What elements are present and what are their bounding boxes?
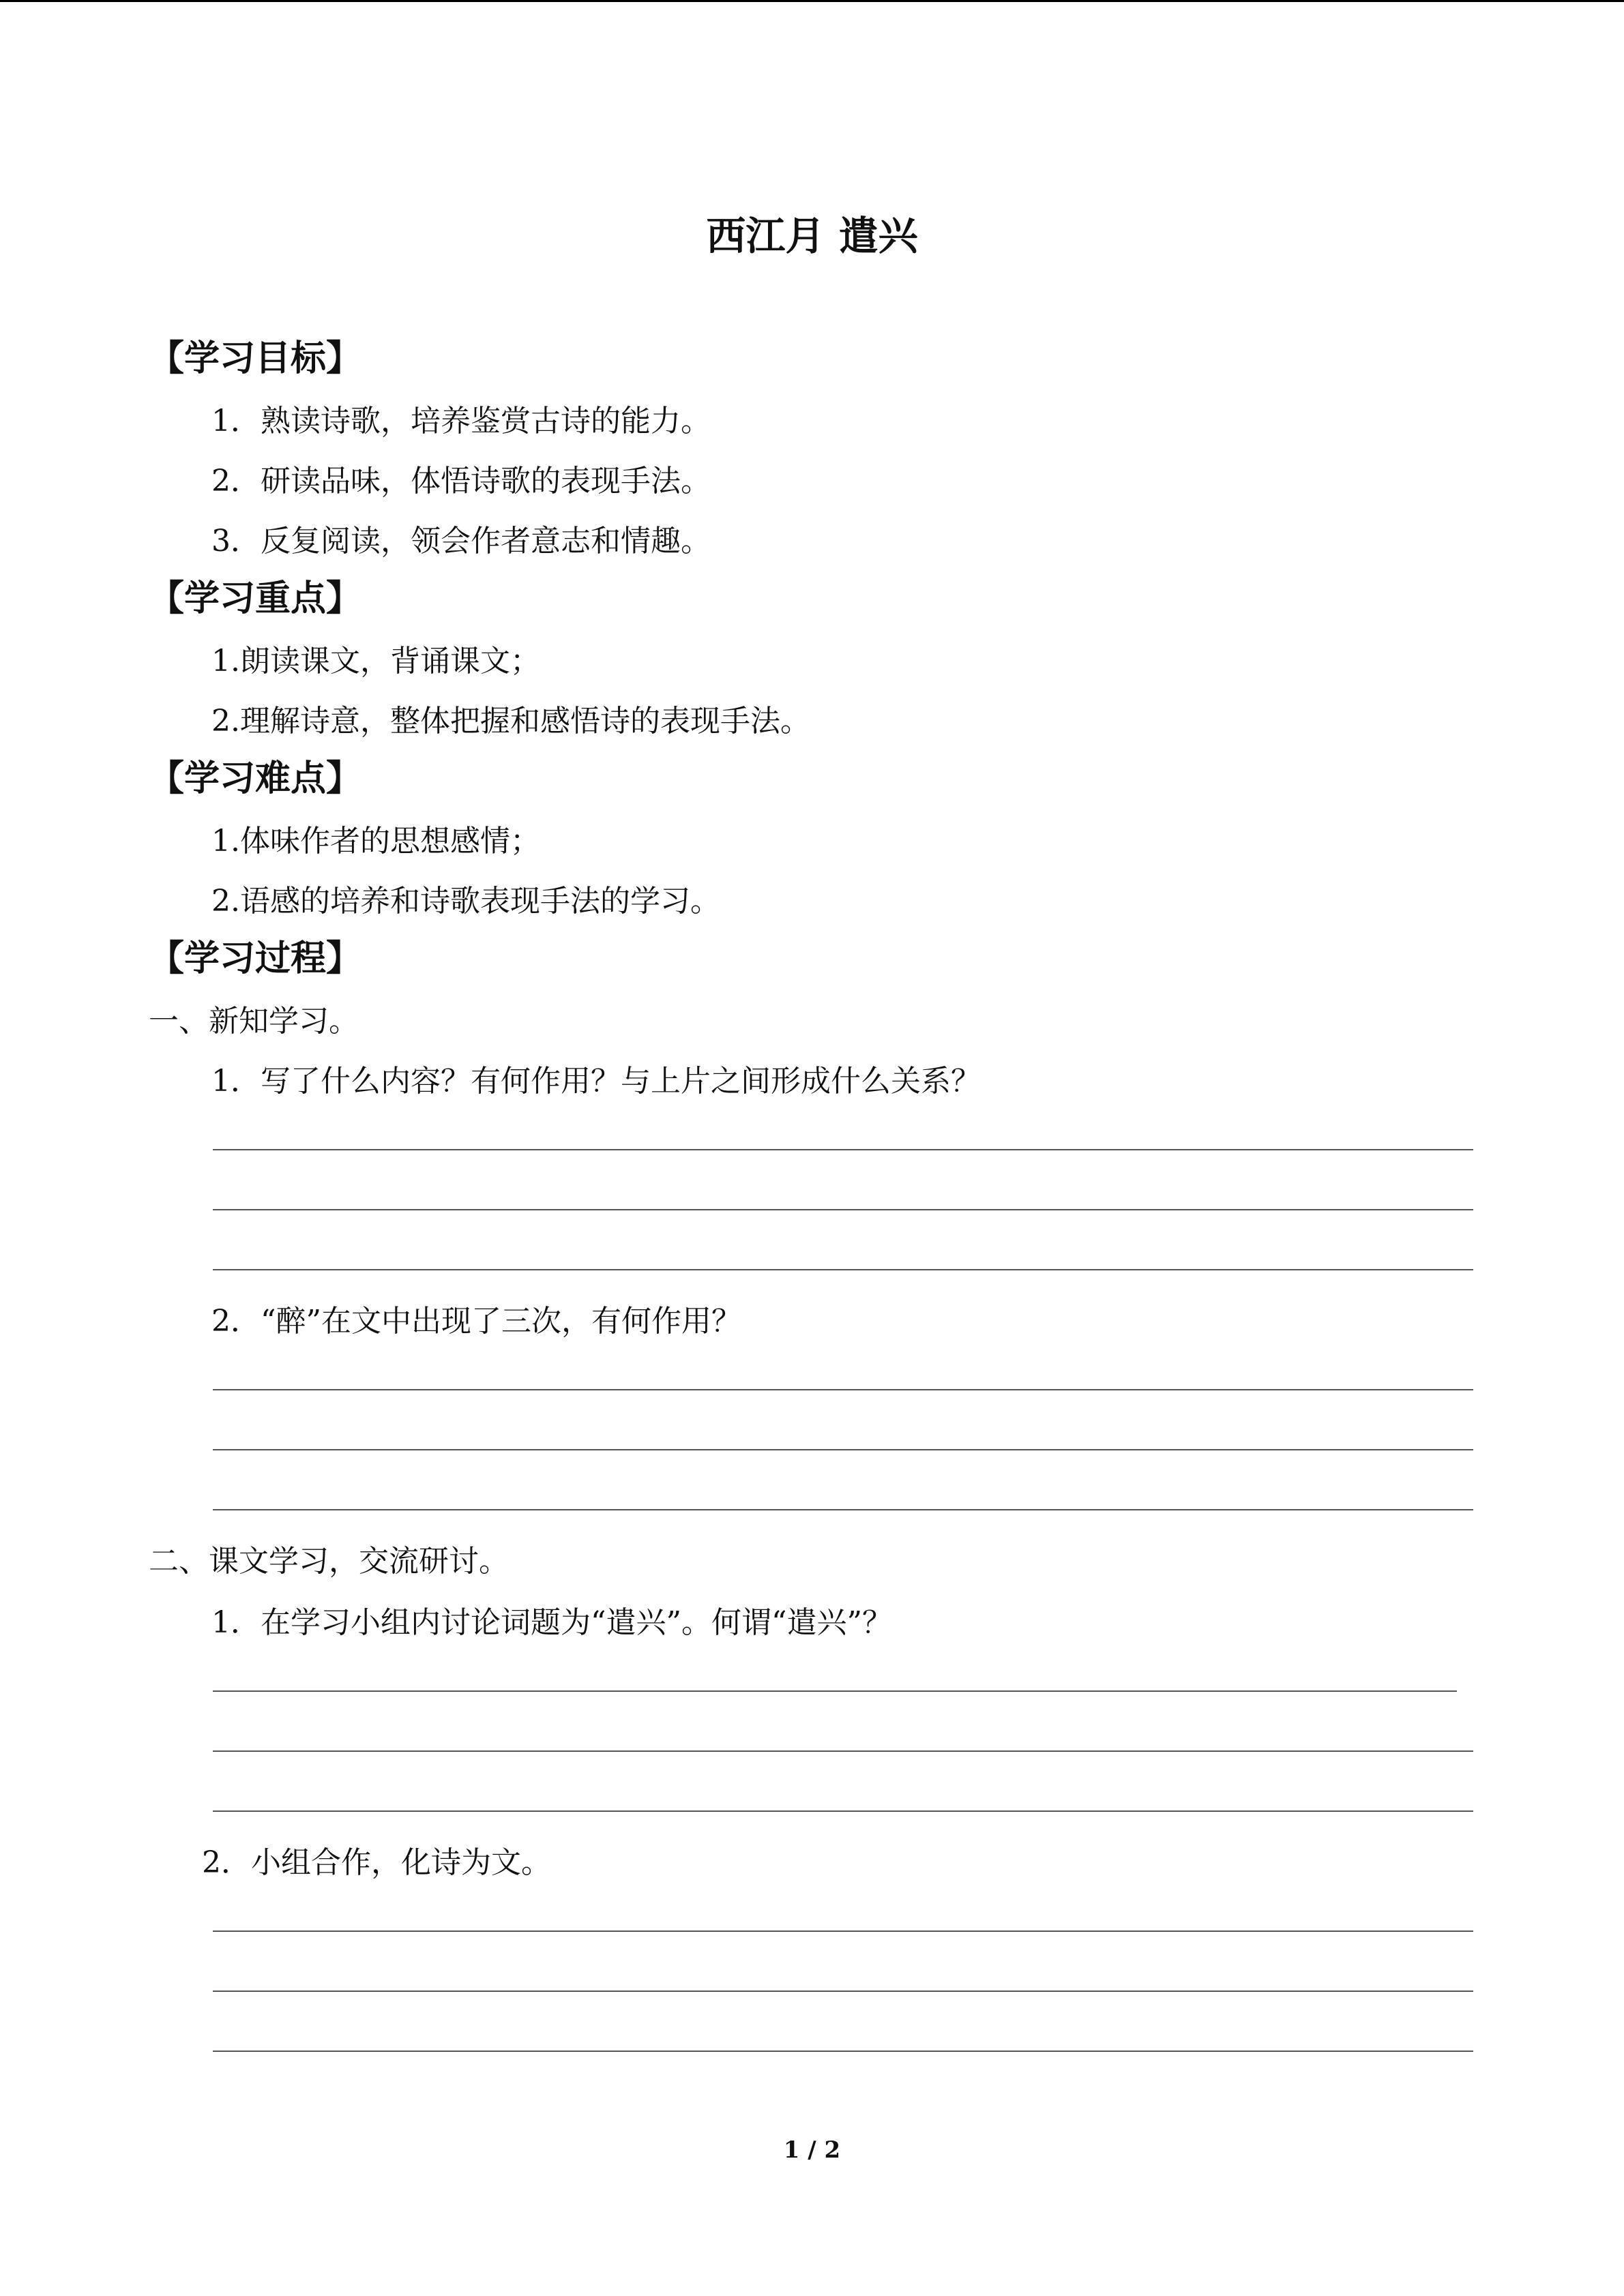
- part2-question-1: 1．在学习小组内讨论词题为“遣兴”。何谓“遣兴”？: [211, 1605, 892, 1640]
- process-heading: 【学习过程】: [149, 938, 362, 979]
- key-point-item-1: 1.朗读课文，背诵课文；: [211, 644, 540, 679]
- answer-line[interactable]: [213, 1449, 1473, 1450]
- answer-line[interactable]: [213, 1690, 1457, 1692]
- key-point-item-2: 2.理解诗意，整体把握和感悟诗的表现手法。: [211, 704, 810, 739]
- difficulty-item-2: 2.语感的培养和诗歌表现手法的学习。: [211, 884, 720, 919]
- difficulties-heading: 【学习难点】: [149, 758, 362, 799]
- part1-question-1: 1．写了什么内容？有何作用？与上片之间形成什么关系？: [211, 1064, 981, 1099]
- part2-question-2: 2．小组合作，化诗为文。: [202, 1845, 551, 1880]
- page-indicator: 1 / 2: [783, 2136, 841, 2164]
- answer-line[interactable]: [213, 1991, 1473, 1992]
- answer-line[interactable]: [213, 2051, 1473, 2052]
- answer-line[interactable]: [213, 1750, 1473, 1752]
- part2-label: 二、课文学习，交流研讨。: [149, 1544, 509, 1579]
- part1-question-2: 2．“醉”在文中出现了三次，有何作用？: [211, 1304, 741, 1339]
- part1-label: 一、新知学习。: [149, 1004, 359, 1039]
- answer-line[interactable]: [213, 1149, 1473, 1150]
- objective-item-1: 1．熟读诗歌，培养鉴赏古诗的能力。: [211, 404, 711, 438]
- objective-item-3: 3．反复阅读，领会作者意志和情趣。: [211, 524, 711, 558]
- answer-line[interactable]: [213, 1269, 1473, 1270]
- answer-line[interactable]: [213, 1810, 1473, 1812]
- answer-line[interactable]: [213, 1930, 1473, 1932]
- answer-line[interactable]: [213, 1389, 1473, 1390]
- page-title: 西江月 遣兴: [706, 213, 918, 259]
- objective-item-2: 2．研读品味，体悟诗歌的表现手法。: [211, 464, 711, 498]
- difficulty-item-1: 1.体味作者的思想感情；: [211, 824, 540, 859]
- key-points-heading: 【学习重点】: [149, 578, 362, 619]
- answer-line[interactable]: [213, 1209, 1473, 1210]
- objectives-heading: 【学习目标】: [149, 338, 362, 379]
- answer-line[interactable]: [213, 1509, 1473, 1510]
